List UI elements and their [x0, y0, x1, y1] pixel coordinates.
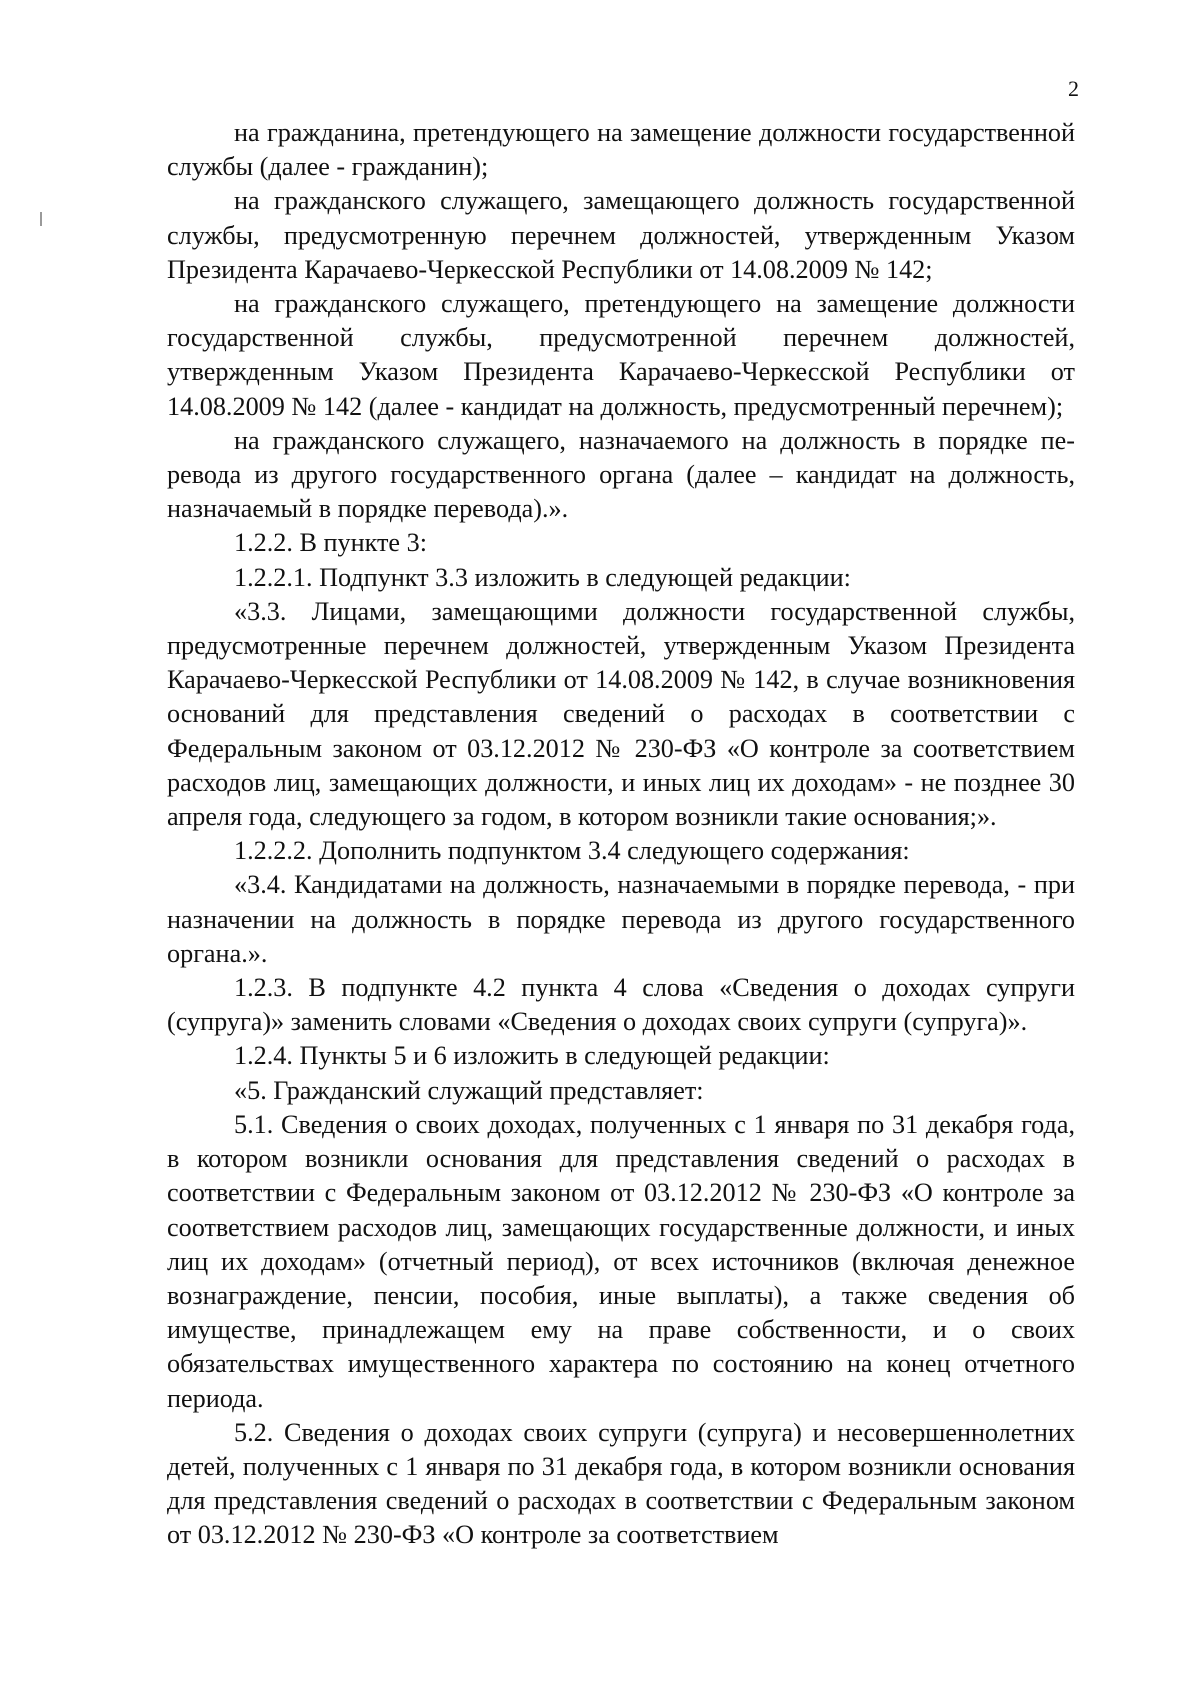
page-number: 2 — [1068, 76, 1079, 101]
paragraph: 1.2.4. Пункты 5 и 6 изложить в следующей редакции: — [234, 1041, 830, 1071]
document-body — [167, 116, 1075, 1553]
paragraph: 1.2.3. В подпункте 4.2 пункта 4 слова «Сведения о доходах супруги (супруга)» заменить словами «Сведения о доходах своих супруги (супруга)». — [167, 973, 1075, 1037]
scan-mark — [40, 212, 42, 226]
paragraph: 1.2.2.2. Дополнить подпунктом 3.4 следующего содержания: — [234, 836, 910, 866]
paragraph: на гражданского служащего, замещающего должность государственной службы, предусмотренную перечнем должностей, утвержденным Указом Президента Карачаево-Черкесской Республики от 14.08.2009 № 142; — [167, 186, 1075, 284]
paragraph: 5.2. Сведения о доходах своих супруги (супруга) и несовершеннолетних детей, полученных с 1 января по 31 декабря года, в котором возникли основания для представления сведений о расходах в соответствии с Федеральным законом от 03.12.2012 № 230-ФЗ «О контроле за соответствием — [167, 1417, 1075, 1550]
paragraph: 1.2.2.1. Подпункт 3.3 изложить в следующей редакции: — [234, 562, 851, 592]
paragraph: «5. Гражданский служащий представляет: — [234, 1075, 704, 1105]
paragraph: 5.1. Сведения о своих доходах, полученных с 1 января по 31 декабря года, в котором возникли основания для представления сведений о расходах в соответствии с Федеральным законом от 03.12.2012 № 230-ФЗ «О контроле за соответствием расходов лиц, замещающих государственные должности, и иных лиц их доходам» (отчетный период), от всех источников (включая денежное вознаграждение, пенсии, пособия, иные выплаты), а также сведения об имуществе, принадлежащем ему на праве собственности, и о своих обязательствах имущественного характера по состоянию на конец отчетного периода. — [167, 1109, 1075, 1413]
paragraph: на гражданского служащего, претендующего на замещение должности государственной службы, предусмотренной перечнем должностей, утвержденным Указом Президента Карачаево-Черкесской Республики от 14.08.2009 № 142 (далее - кандидат на должность, предусмотренный перечнем); — [167, 289, 1075, 421]
paragraph: на гражданина, претендующего на замещение должности государственной службы (далее - гражданин); — [167, 118, 1075, 182]
paragraph: «3.4. Кандидатами на должность, назначаемыми в порядке перевода, - при назначении на должность в порядке перевода из другого государственного органа.». — [167, 870, 1075, 968]
paragraph: на гражданского служащего, назначаемого на должность в порядке перевода из другого государственного органа (далее – кандидат на должность, назначаемый в порядке перевода).». — [167, 425, 1075, 524]
paragraph: 1.2.2. В пункте 3: — [234, 528, 427, 558]
paragraph: «3.3. Лицами, замещающими должности государственной службы, предусмотренные перечнем должностей, утвержденным Указом Президента Карачаево-Черкесской Республики от 14.08.2009 № 142, в случае возникновения оснований для представления сведений о расходах в соответствии с Федеральным законом от 03.12.2012 № 230-ФЗ «О контроле за соответствием расходов лиц, замещающих должности, и иных лиц их доходам» - не позднее 30 апреля года, следующего за годом, в котором возникли такие основания;». — [167, 596, 1075, 832]
